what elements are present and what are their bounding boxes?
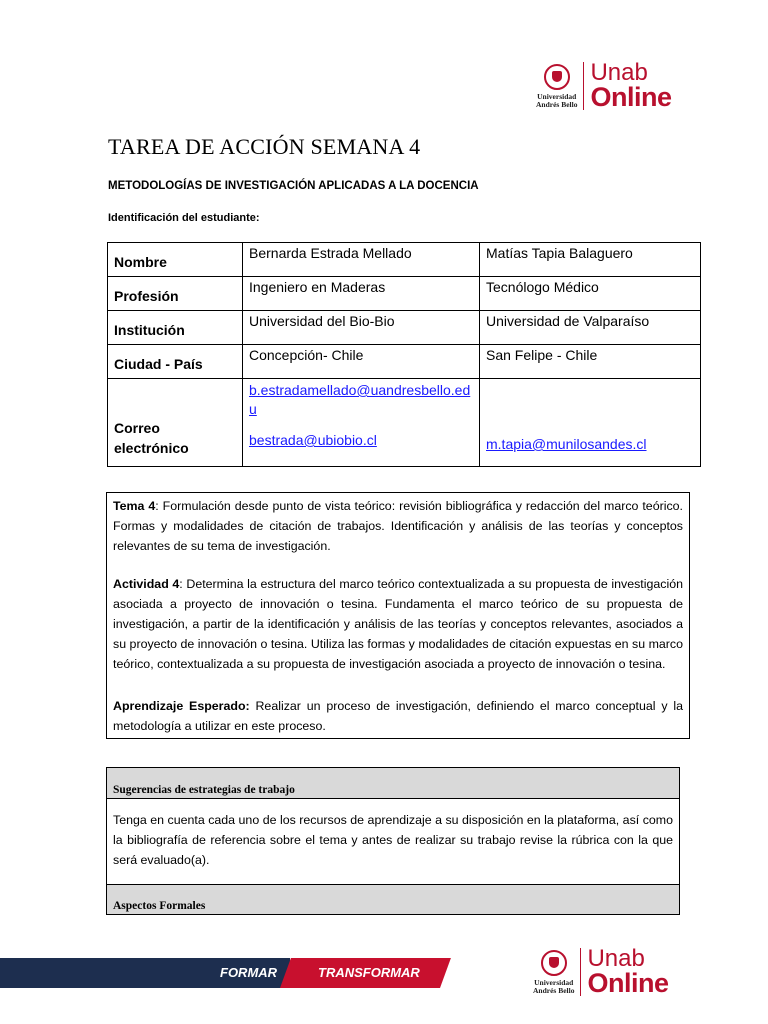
task-description-box [106,492,690,739]
row-label: Ciudad - País [108,345,243,379]
brand-unab: Unab [590,59,648,86]
table-row [108,243,701,277]
brand-online: Online [590,82,672,112]
table-cell: Universidad de Valparaíso [480,311,701,345]
table-cell: Matías Tapia Balaguero [480,243,701,277]
suggestions-body: Tenga en cuenta cada uno de los recursos de aprendizaje a su disposición en la plataforma, así como la bibliografía de referencia sobre el tema y antes de realizar su trabajo revise la rúbrica con la que será evaluado(a). [113,813,673,867]
tema-paragraph: Tema 4: Formulación desde punto de vista teórico: revisión bibliográfica y redacción del marco teórico. Formas y modalidades de citación de trabajos. Identificación y análisis de las teorías y conceptos relevantes de su tema de investigación. [113,499,683,553]
aprendizaje-paragraph: Aprendizaje Esperado: Realizar un proceso de investigación, definiendo el marco conceptual y la metodología a utilizar en este proceso. [113,699,683,733]
brand-wordmark [587,945,669,998]
footer-formar: FORMAR [220,965,278,980]
university-seal-icon [541,950,567,976]
row-label: Nombre [108,243,243,277]
actividad-paragraph: Actividad 4: Determina la estructura del marco teórico contextualizada a su propuesta de investigación asociada a proyecto de innovación o tesina. Fundamenta el marco teórico de su propuesta de investigación, a partir de la identificación y análisis de las teorías y conceptos relevantes, asociados a su proyecto de innovación o tesina. Utiliza las formas y modalidades de citación expuestas en su marco teórico, contextualizada a su propuesta de investigación asociada a proyecto de innovación o tesina. [113,577,683,671]
table-cell: Concepción- Chile [243,345,480,379]
table-cell: Tecnólogo Médico [480,277,701,311]
table-cell: San Felipe - Chile [480,345,701,379]
footer-transformar: TRANSFORMAR [318,965,420,980]
student-info-table [107,242,701,467]
table-cell-email [480,379,701,467]
formal-aspects-heading: Aspectos Formales [107,884,679,914]
unab-online-logo [536,59,672,112]
suggestions-heading: Sugerencias de estrategias de trabajo [107,768,679,799]
suggestions-box [106,767,680,915]
table-row [108,311,701,345]
row-label-email: Correo electrónico [108,379,243,467]
table-cell-emails [243,379,480,467]
table-cell: Ingeniero en Maderas [243,277,480,311]
table-cell: Universidad del Bio-Bio [243,311,480,345]
university-mark [536,64,577,109]
university-name: Universidad Andrés Bello [536,91,578,109]
email-link[interactable]: bestrada@ubiobio.cl [249,432,377,448]
university-mark [533,950,574,995]
unab-online-logo-footer [533,945,669,998]
row-label: Profesión [108,277,243,311]
logo-divider [580,948,581,996]
table-row [108,379,701,467]
university-seal-icon [544,64,570,90]
row-label: Institución [108,311,243,345]
brand-unab: Unab [587,945,645,972]
brand-online: Online [587,968,669,998]
email-link[interactable]: m.tapia@munilosandes.cl [486,436,647,452]
document-title: TAREA DE ACCIÓN SEMANA 4 [108,134,421,159]
table-cell: Bernarda Estrada Mellado [243,243,480,277]
table-row [108,277,701,311]
table-row [108,345,701,379]
brand-wordmark [590,59,672,112]
document-subtitle: METODOLOGÍAS DE INVESTIGACIÓN APLICADAS A LA DOCENCIA [108,180,479,192]
email-link[interactable]: b.estradamellado@uandresbello.edu [249,382,471,417]
logo-divider [583,62,584,110]
university-name: Universidad Andrés Bello [533,977,575,995]
student-id-label: Identificación del estudiante: [108,212,260,224]
